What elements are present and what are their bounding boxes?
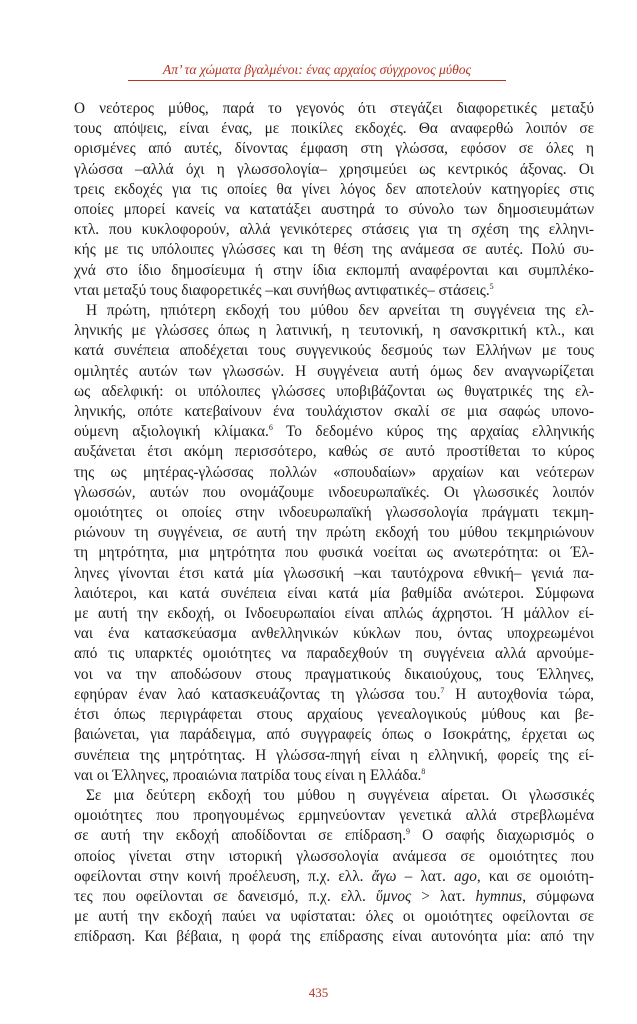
footnote-ref[interactable]: 9 [406,827,411,837]
text-line: ως αδελφική: οι υπόλοιπες γλώσσες υποβιβάζονται ως θυγατρικές της ελ- [74,382,594,400]
line-text: τες που οφείλονται σε δανεισμό, π.χ. ελλ. [74,887,376,905]
text-line: τη μητρότητα, μια μητρότητα που φυσικά νοείται ως ανωτερότητα: οι Έλ- [74,544,594,562]
line-text: > λατ. [411,887,476,905]
text-line: με αυτή την εκδοχή παύει να υφίσταται: όλες οι ομοιότητες οφείλονται σε [74,908,594,926]
text-line: χνά στο ίδιο δημοσίευμα ή στην ίδια εκπομπή αναφέρονται και συμπλέκο- [74,261,594,279]
text-line: γλωσσών, αυτών που ονομάζουμε ινδοευρωπαϊκές. Οι γλωσσικές λοιπόν [74,483,594,501]
text-line [74,281,594,301]
text-line: ομιλητές αυτών των γλωσσών. Η συγγένεια αυτή όμως δεν αναγνωρίζεται [74,362,594,380]
text-line: ομοιότητες οι οποίες στην ινδοευρωπαϊκή γλωσσολογία πράγματι τεκμη- [74,504,594,522]
text-line: κτλ. που κυκλοφορούν, αλλά γενικότερες στάσεις για τη σχέση της ελληνι- [74,221,594,239]
text-line: της ως μητέρας-γλώσσας πολλών «σπουδαίων» αρχαίων και νεότερων [74,463,594,481]
paragraph-1 [74,99,594,301]
line-text: – λατ. [396,867,454,885]
text-line [74,422,594,442]
text-line [74,867,594,887]
line-text: νται μεταξύ τους διαφορετικές –και συνήθως αντιφατικές– στάσεις. [74,281,490,299]
line-text: ναι οι Έλληνες, προαιώνια πατρίδα τους είναι η Ελλάδα. [74,766,422,784]
page-number: 435 [308,985,329,1000]
body-text [74,99,594,948]
text-line: έτσι όπως περιγράφεται στους αρχαίους γενεαλογικούς μύθους και βε- [74,706,594,724]
latin-example: ago [453,867,477,885]
text-line: οποίες μπορεί κανείς να κατατάξει αυστηρά το σύνολο των δημοσιευμάτων [74,201,594,219]
paragraph-2 [74,301,594,786]
footnote-ref[interactable]: 6 [268,423,273,433]
text-line [74,685,594,705]
text-line: βαιώνεται, για παράδειγμα, από συγγραφείς όπως ο Ισοκράτης, έρχεται ως [74,726,594,744]
text-line: νοι να την αποδώσουν στους πραγματικούς δικαιούχους, τους Έλληνες, [74,665,594,683]
line-text: , και σε ομοιότη- [476,867,594,885]
text-line: συνέπεια της μητρότητας. Η γλώσσα-πηγή είναι η ελληνική, φορείς της εί- [74,746,594,764]
greek-example: ἄγω [371,867,397,885]
text-line: ομοιότητες που προηγουμένως ερμηνεύονταν γενετικά αλλά στρεβλωμένα [74,807,594,825]
line-text: οφείλονται στην κοινή προέλευση, π.χ. ελλ. [74,867,372,885]
running-head: Απ’ τα χώματα βγαλμένοι: ένας αρχαίος σύγχρονος μύθος [162,62,472,77]
line-text: Το δεδομένο κύρος της αρχαίας ελληνικής [286,423,594,441]
text-line: ληνες γίνονται έτσι κατά μία γλωσσική –και ταυτόχρονα εθνική– γενιά πα- [74,564,594,582]
line-text: Η αυτοχθονία τώρα, [455,685,594,703]
text-line: με αυτή την εκδοχή, οι Ινδοευρωπαίοι είναι απλώς άχρηστοι. Ή μάλλον εί- [74,605,594,623]
text-line: Ο νεότερος μύθος, παρά το γεγονός ότι στεγάζει διαφορετικές μεταξύ [74,100,594,117]
text-line: ληνικής με γλώσσες όπως η λατινική, η τευτονική, η σανσκριτική κτλ., και [74,322,594,340]
line-text: Ο σαφής διαχωρισμός ο [422,827,594,845]
text-line: κής με τις υπόλοιπες γλώσσες και τη θέση της ανάμεσα σε αυτές. Πολύ συ- [74,241,594,259]
greek-example: ὕμνος [375,887,412,905]
footnote-ref[interactable]: 5 [489,281,494,291]
text-line: Σε μια δεύτερη εκδοχή του μύθου η συγγένεια αίρεται. Οι γλωσσικές [86,786,594,804]
text-line: τους απόψεις, είναι ένας, με ποικίλες εκδοχές. Θα αναφερθώ λοιπόν σε [74,120,594,138]
text-line: από τις υπαρκτές ομοιότητες να παραδεχθούν τη συγγένεια αλλά αρνούμε- [74,645,594,663]
text-line: αυξάνεται έτσι ακόμη περισσότερο, καθώς σε αυτό προστίθεται το κύρος [74,443,594,461]
text-line: κατά συνέπεια αποδέχεται τους συγγενικούς δεσμούς των Ελλήνων με τους [74,342,594,360]
text-line [74,766,594,786]
line-text: ούμενη αξιολογική κλίμακα. [74,423,269,441]
text-line: λαιότεροι, και κατά συνέπεια είναι κατά μία βαθμίδα ανώτεροι. Σύμφωνα [74,584,594,602]
text-line: οποίος γίνεται στην ιστορική γλωσσολογία ανάμεσα σε ομοιότητες που [74,847,594,865]
line-text: σε αυτή την εκδοχή αποδίδονται σε επίδραση. [74,827,407,845]
text-line: τρεις εκδοχές για τις οποίες θα γίνει λόγος δεν αποτελούν κατηγορίες στις [74,180,594,198]
text-line [74,887,594,907]
text-line: Η πρώτη, ηπιότερη εκδοχή του μύθου δεν αρνείται τη συγγένεια της ελ- [86,302,594,320]
text-line: ορισμένες από αυτές, δίνοντας έμφαση στη γλώσσα, εφόσον σε όλες η [74,140,594,158]
text-line [74,826,594,846]
footnote-ref[interactable]: 8 [421,766,426,776]
text-line: ριώνουν τη συγγένεια, σε αυτή την πρώτη εκδοχή του μύθου τεκμηριώνουν [74,524,594,542]
line-text: , σύμφωνα [522,887,594,905]
text-line: γλώσσα –αλλά όχι η γλωσσολογία– χρησιμεύει ως κεντρικός άξονας. Οι [74,160,594,178]
text-line: ναι ένα κατασκεύασμα ανθελληνικών κύκλων που, όντας υποχρεωμένοι [74,625,594,643]
line-text: εφηύραν έναν λαό κατασκευάζοντας τη γλώσσα του. [74,685,441,703]
running-head-rule [128,80,506,81]
text-line: ληνικής, οπότε κατεβαίνουν ένα τουλάχιστον σκαλί σε μια σαφώς υπονο- [74,403,594,421]
footnote-ref[interactable]: 7 [440,685,445,695]
text-line: επίδραση. Και βέβαια, η φορά της επίδρασης είναι αυτονόητα μία: από την [74,928,594,946]
paragraph-3 [74,786,594,948]
latin-example: hymnus [475,887,523,905]
